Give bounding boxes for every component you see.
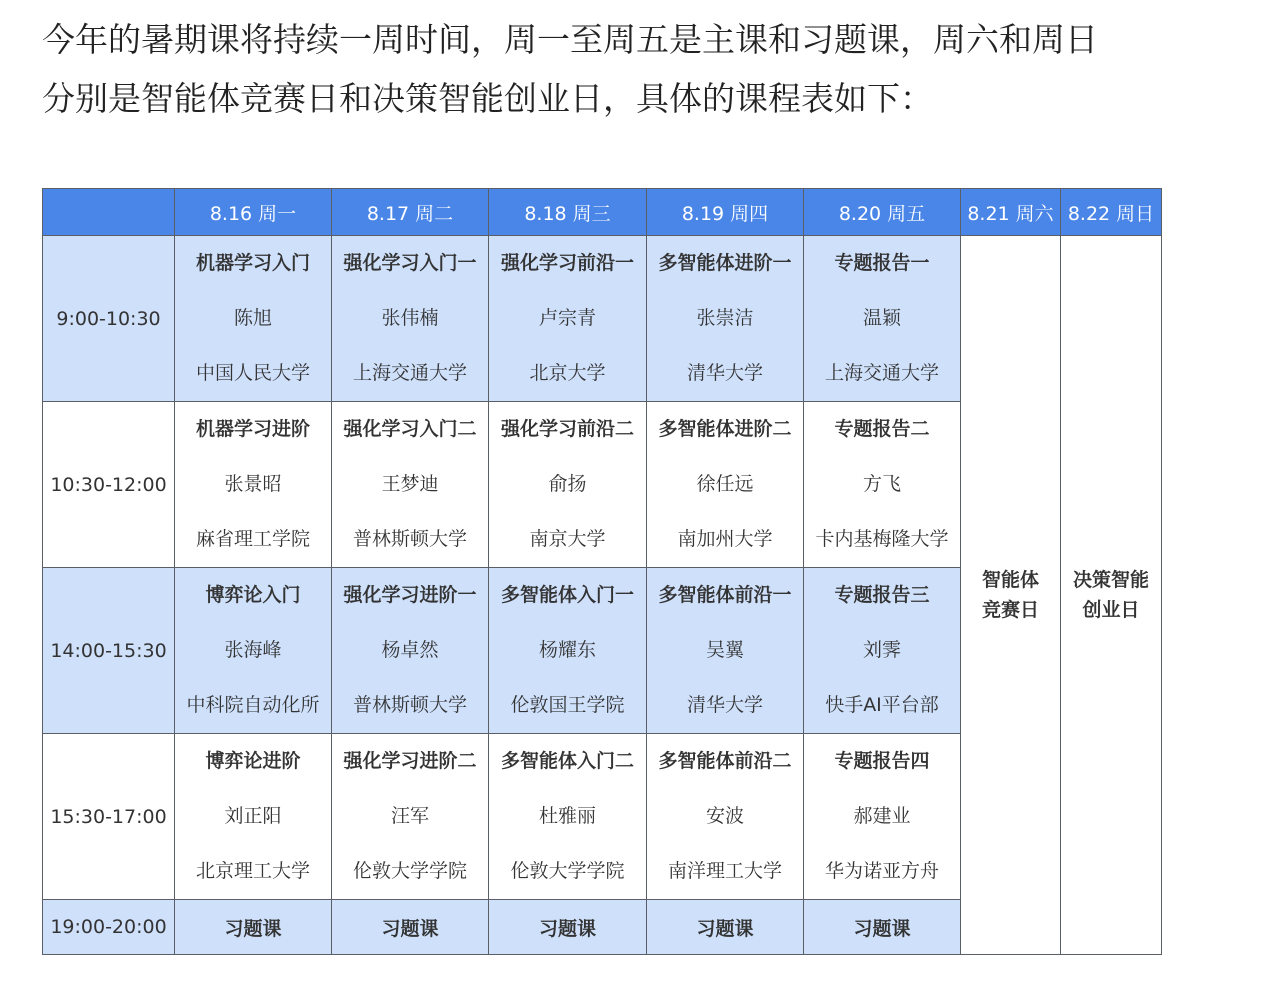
time-slot: 10:30-12:00	[43, 402, 175, 568]
course-cell	[332, 402, 489, 568]
course-name: 博弈论入门	[205, 584, 301, 606]
course-cell	[175, 734, 332, 900]
school-name: 中国人民大学	[195, 362, 310, 384]
table-row	[43, 236, 1162, 402]
course-cell	[647, 568, 804, 734]
school-name: 普林斯顿大学	[352, 694, 467, 716]
course-name: 专题报告三	[834, 584, 930, 606]
course-name: 多智能体入门一	[500, 584, 634, 606]
teacher-name: 杨卓然	[381, 639, 439, 661]
course-name: 机器学习入门	[195, 252, 310, 274]
course-cell	[804, 236, 961, 402]
teacher-name: 陈旭	[233, 307, 272, 329]
school-name: 上海交通大学	[824, 362, 939, 384]
header-day: 8.18 周三	[489, 189, 647, 236]
school-name: 普林斯顿大学	[352, 528, 467, 550]
course-cell	[647, 236, 804, 402]
course-cell	[804, 568, 961, 734]
teacher-name: 郝建业	[853, 805, 911, 827]
exercise-cell: 习题课	[647, 900, 804, 955]
course-name: 多智能体入门二	[500, 750, 634, 772]
time-slot: 14:00-15:30	[43, 568, 175, 734]
school-name: 北京大学	[529, 362, 606, 384]
school-name: 伦敦大学学院	[510, 860, 625, 882]
header-day: 8.17 周二	[332, 189, 489, 236]
intro-text	[42, 10, 1242, 128]
course-cell	[489, 568, 647, 734]
course-cell	[804, 734, 961, 900]
course-cell	[647, 402, 804, 568]
course-cell	[489, 236, 647, 402]
teacher-name: 张海峰	[224, 639, 282, 661]
teacher-name: 汪军	[390, 805, 429, 827]
course-name: 专题报告二	[834, 418, 930, 440]
course-cell	[489, 734, 647, 900]
saturday-event-line1: 智能体	[981, 569, 1039, 591]
course-name: 专题报告一	[834, 252, 930, 274]
course-name: 强化学习入门二	[343, 418, 477, 440]
course-name: 多智能体前沿二	[658, 750, 792, 772]
header-corner	[43, 189, 175, 236]
time-slot: 15:30-17:00	[43, 734, 175, 900]
exercise-cell: 习题课	[489, 900, 647, 955]
course-cell	[332, 236, 489, 402]
school-name: 快手AI平台部	[825, 694, 939, 716]
school-name: 清华大学	[686, 362, 763, 384]
exercise-cell: 习题课	[175, 900, 332, 955]
teacher-name: 王梦迪	[381, 473, 439, 495]
schedule-table	[42, 188, 1162, 955]
course-name: 机器学习进阶	[195, 418, 310, 440]
school-name: 卡内基梅隆大学	[815, 528, 949, 550]
course-name: 强化学习前沿二	[500, 418, 634, 440]
course-cell	[332, 734, 489, 900]
teacher-name: 吴翼	[705, 639, 744, 661]
teacher-name: 刘霁	[862, 639, 901, 661]
course-cell	[647, 734, 804, 900]
school-name: 麻省理工学院	[195, 528, 310, 550]
school-name: 伦敦国王学院	[510, 694, 625, 716]
header-day: 8.16 周一	[175, 189, 332, 236]
school-name: 中科院自动化所	[186, 694, 320, 716]
intro-line-2: 分别是智能体竞赛日和决策智能创业日，具体的课程表如下：	[42, 79, 933, 118]
teacher-name: 方飞	[862, 473, 901, 495]
teacher-name: 杜雅丽	[538, 805, 596, 827]
sunday-event-line1: 决策智能	[1072, 569, 1149, 591]
teacher-name: 俞扬	[548, 473, 587, 495]
teacher-name: 刘正阳	[224, 805, 282, 827]
saturday-event-cell	[961, 236, 1061, 955]
course-cell	[804, 402, 961, 568]
course-cell	[175, 402, 332, 568]
sunday-event-cell	[1061, 236, 1162, 955]
intro-line-1: 今年的暑期课将持续一周时间，周一至周五是主课和习题课，周六和周日	[42, 20, 1098, 59]
header-day: 8.21 周六	[961, 189, 1061, 236]
header-day: 8.20 周五	[804, 189, 961, 236]
teacher-name: 张景昭	[224, 473, 282, 495]
course-cell	[489, 402, 647, 568]
school-name: 伦敦大学学院	[352, 860, 467, 882]
course-cell	[175, 568, 332, 734]
header-day: 8.19 周四	[647, 189, 804, 236]
sunday-event-line2: 创业日	[1082, 599, 1140, 621]
time-slot: 9:00-10:30	[43, 236, 175, 402]
school-name: 南加州大学	[677, 528, 773, 550]
course-cell	[175, 236, 332, 402]
teacher-name: 张崇洁	[696, 307, 754, 329]
course-name: 多智能体进阶一	[658, 252, 792, 274]
course-name: 强化学习前沿一	[500, 252, 634, 274]
course-name: 强化学习进阶一	[343, 584, 477, 606]
teacher-name: 张伟楠	[381, 307, 439, 329]
teacher-name: 温颖	[862, 307, 901, 329]
course-name: 多智能体前沿一	[658, 584, 792, 606]
teacher-name: 杨耀东	[538, 639, 596, 661]
time-slot: 19:00-20:00	[43, 900, 175, 955]
teacher-name: 卢宗青	[538, 307, 596, 329]
school-name: 北京理工大学	[195, 860, 310, 882]
school-name: 南洋理工大学	[667, 860, 782, 882]
school-name: 上海交通大学	[352, 362, 467, 384]
teacher-name: 安波	[705, 805, 744, 827]
schedule-header-row	[43, 189, 1162, 236]
course-name: 强化学习入门一	[343, 252, 477, 274]
saturday-event-line2: 竞赛日	[981, 599, 1039, 621]
school-name: 华为诺亚方舟	[824, 860, 939, 882]
header-day: 8.22 周日	[1061, 189, 1162, 236]
course-name: 多智能体进阶二	[658, 418, 792, 440]
course-name: 博弈论进阶	[205, 750, 301, 772]
school-name: 清华大学	[686, 694, 763, 716]
school-name: 南京大学	[529, 528, 606, 550]
course-cell	[332, 568, 489, 734]
exercise-cell: 习题课	[804, 900, 961, 955]
course-name: 专题报告四	[834, 750, 930, 772]
course-name: 强化学习进阶二	[343, 750, 477, 772]
exercise-cell: 习题课	[332, 900, 489, 955]
teacher-name: 徐任远	[696, 473, 754, 495]
